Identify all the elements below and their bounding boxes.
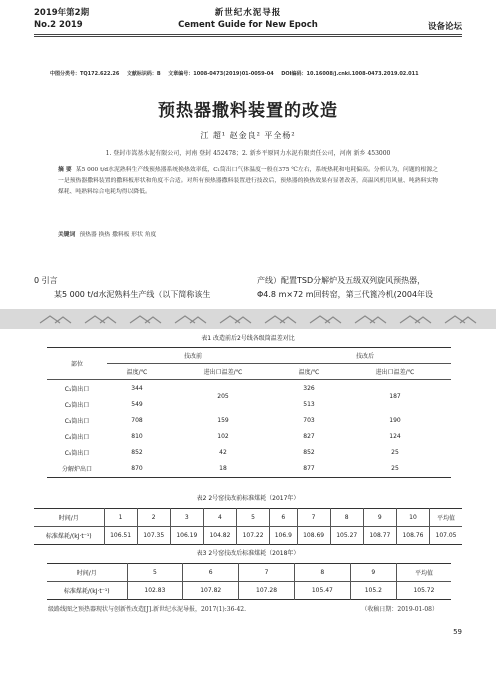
journal-title-cn: 新世纪水泥导报 <box>214 8 282 18</box>
table-cell: 187 <box>389 392 401 400</box>
author-affiliation: 1. 登封市嵩基水泥有限公司，河南 登封 452478；2. 新乡平原同力水泥有限责任公司，河南 新乡 453000 <box>105 150 391 157</box>
table-row <box>47 564 451 582</box>
table-cell: 852 <box>303 449 315 457</box>
table-row <box>47 412 451 428</box>
table1-subheader-diff: 进出口温差/℃ <box>167 364 279 380</box>
body-text-right-2: Φ4.8 m×72 m回转窑，第三代篦冷机(2004年设 <box>257 290 434 299</box>
table-cell: 8 <box>294 564 350 582</box>
table-cell: 分解炉出口 <box>61 466 92 474</box>
table-cell: 106.19 <box>170 527 203 545</box>
table-cell: 870 <box>131 465 143 473</box>
table-cell: 708 <box>131 416 143 424</box>
table-cell: 平均值 <box>396 564 451 582</box>
table-cell: 190 <box>389 416 401 424</box>
table-cell: 106.9 <box>270 527 297 545</box>
table-row <box>47 461 451 477</box>
clc-number: 中图分类号：TQ172.622.26 <box>50 71 120 77</box>
table-cell: 852 <box>131 449 143 457</box>
table-cell: 25 <box>391 465 399 473</box>
table-cell: 205 <box>217 392 229 400</box>
table1-header-before: 技改前 <box>107 348 279 364</box>
table-cell: 6 <box>183 564 239 582</box>
table-cell: 6 <box>270 509 297 527</box>
decorative-band <box>0 309 496 329</box>
abstract <box>58 165 438 198</box>
table-cell: 42 <box>219 449 227 457</box>
table-cell: 5 <box>237 509 270 527</box>
section-name: 设备论坛 <box>427 22 462 32</box>
table3-label-time: 时间/月 <box>47 564 127 582</box>
table-row <box>34 509 462 527</box>
article-meta <box>44 70 474 77</box>
table-cell: 3 <box>170 509 203 527</box>
table2-label-value: 标准煤耗/(kJ·t⁻¹) <box>34 527 104 545</box>
table2 <box>34 508 462 545</box>
table-cell: 平均值 <box>430 509 462 527</box>
table-cell: 105.27 <box>330 527 363 545</box>
table-cell: 827 <box>303 433 315 441</box>
table-row <box>34 527 462 545</box>
body-text-right-1: 产线）配置TSD分解炉及五级双列旋风预热器， <box>257 276 426 285</box>
table-row <box>47 582 451 600</box>
page-number: 59 <box>453 628 462 636</box>
table1-subheader-diff: 进出口温差/℃ <box>339 364 451 380</box>
table-cell: 107.22 <box>237 527 270 545</box>
table-cell: 159 <box>217 416 229 424</box>
table-cell: 877 <box>303 465 315 473</box>
header-rule <box>34 34 462 37</box>
table-row <box>47 380 451 396</box>
table-cell: 105.72 <box>413 587 435 594</box>
article-title: 预热器撒料装置的改造 <box>158 101 338 121</box>
band-pattern <box>0 309 496 329</box>
table-cell: 326 <box>303 384 315 392</box>
table1-subheader-temp: 温度/℃ <box>107 364 167 380</box>
table1-subheader-temp: 温度/℃ <box>279 364 339 380</box>
table-cell: 344 <box>131 384 143 392</box>
article-number: 文章编号：1008-0473(2019)01-0059-04 <box>168 71 274 77</box>
table-row <box>47 445 451 461</box>
doi-code: DOI编码：10.16008/j.cnki.1008-0473.2019.02.011 <box>281 71 419 77</box>
table-cell: 105.47 <box>294 582 350 600</box>
table-cell: C₃筒出口 <box>64 417 90 425</box>
issue-number: No.2 2019 <box>34 20 83 30</box>
table-cell: 106.51 <box>104 527 137 545</box>
table-cell: 108.77 <box>363 527 396 545</box>
table-cell: 107.35 <box>137 527 170 545</box>
keywords <box>58 229 438 238</box>
table-cell: 124 <box>389 433 401 441</box>
table1-header-after: 技改后 <box>279 348 451 364</box>
table2-label-time: 时间/月 <box>34 509 104 527</box>
table-cell: 7 <box>297 509 330 527</box>
author-list: 江 超¹ 赵金良² 平全杨² <box>200 131 296 140</box>
reference-continuation: 级路线图之预热器现状与创新性改造[J].新世纪水泥导报，2017(1):36-42. <box>48 606 246 613</box>
table-cell: 10 <box>396 509 429 527</box>
table-cell: 18 <box>219 465 227 473</box>
table-cell: 513 <box>303 400 315 408</box>
table-cell: 108.69 <box>297 527 330 545</box>
table1-caption: 表1 改造前后2号线各级筒温差对比 <box>201 335 295 342</box>
table-cell: 8 <box>330 509 363 527</box>
table-cell: 7 <box>239 564 295 582</box>
table-cell: 5 <box>127 564 183 582</box>
table-cell: 1 <box>104 509 137 527</box>
table-cell: 810 <box>131 433 143 441</box>
table1 <box>47 347 451 478</box>
table-cell: C₅筒出口 <box>64 450 90 458</box>
table-cell: 9 <box>350 564 396 582</box>
table-cell: 2 <box>137 509 170 527</box>
abstract-text: 某5 000 t/d水泥熟料生产线预热器系统换热效率低，C₁筒出口气体温度一般在375 ℃左右，系统热耗和电耗偏高。分析认为，问题的根源之一是预热器撒料装置的撒料板形状和角度不合适。对所有预热器撒料装置进行技改后，预热器的换热效果有显著改善，高温风机用风量、吨熟料实物煤耗、吨熟料综合电耗均得以降低。 <box>58 167 438 195</box>
table3-label-value: 标准煤耗/(kJ·t⁻¹) <box>47 582 127 600</box>
table-cell: 102.83 <box>127 582 183 600</box>
keywords-text: 预热器 换热 撒料板 形状 角度 <box>79 232 157 238</box>
table2-caption: 表2 2号窑技改前标准煤耗（2017年） <box>196 495 300 502</box>
table1-header-part: 部位 <box>47 348 107 380</box>
table-cell: 4 <box>203 509 236 527</box>
table3-caption: 表3 2号窑技改后标准煤耗（2018年） <box>196 550 300 557</box>
keywords-label: 关键词 <box>58 232 76 238</box>
table-cell: 9 <box>363 509 396 527</box>
table-cell: 703 <box>303 416 315 424</box>
abstract-label: 摘 要 <box>58 167 72 173</box>
table-cell: 107.05 <box>435 532 457 539</box>
table-cell: C₁筒出口 <box>64 385 90 393</box>
table-cell: 108.76 <box>396 527 429 545</box>
table-cell: 102 <box>217 433 229 441</box>
journal-title-en: Cement Guide for New Epoch <box>178 20 318 30</box>
table-cell: 549 <box>131 400 143 408</box>
table-cell: C₄筒出口 <box>64 434 90 442</box>
received-date: （收稿日期：2019-01-08） <box>361 606 438 613</box>
table-cell: 25 <box>391 449 399 457</box>
document-code: 文献标识码：B <box>126 71 161 77</box>
table-cell: C₂筒出口 <box>64 401 90 409</box>
table-cell: 107.82 <box>183 582 239 600</box>
body-text-left: 某5 000 t/d水泥熟料生产线（以下简称该生 <box>54 290 211 299</box>
issue-year: 2019年第2期 <box>34 8 90 18</box>
table-row <box>47 428 451 444</box>
table3 <box>47 563 451 600</box>
table-cell: 105.2 <box>350 582 396 600</box>
table-cell: 104.82 <box>203 527 236 545</box>
table-cell: 107.28 <box>239 582 295 600</box>
section-heading: 0 引言 <box>34 276 58 285</box>
